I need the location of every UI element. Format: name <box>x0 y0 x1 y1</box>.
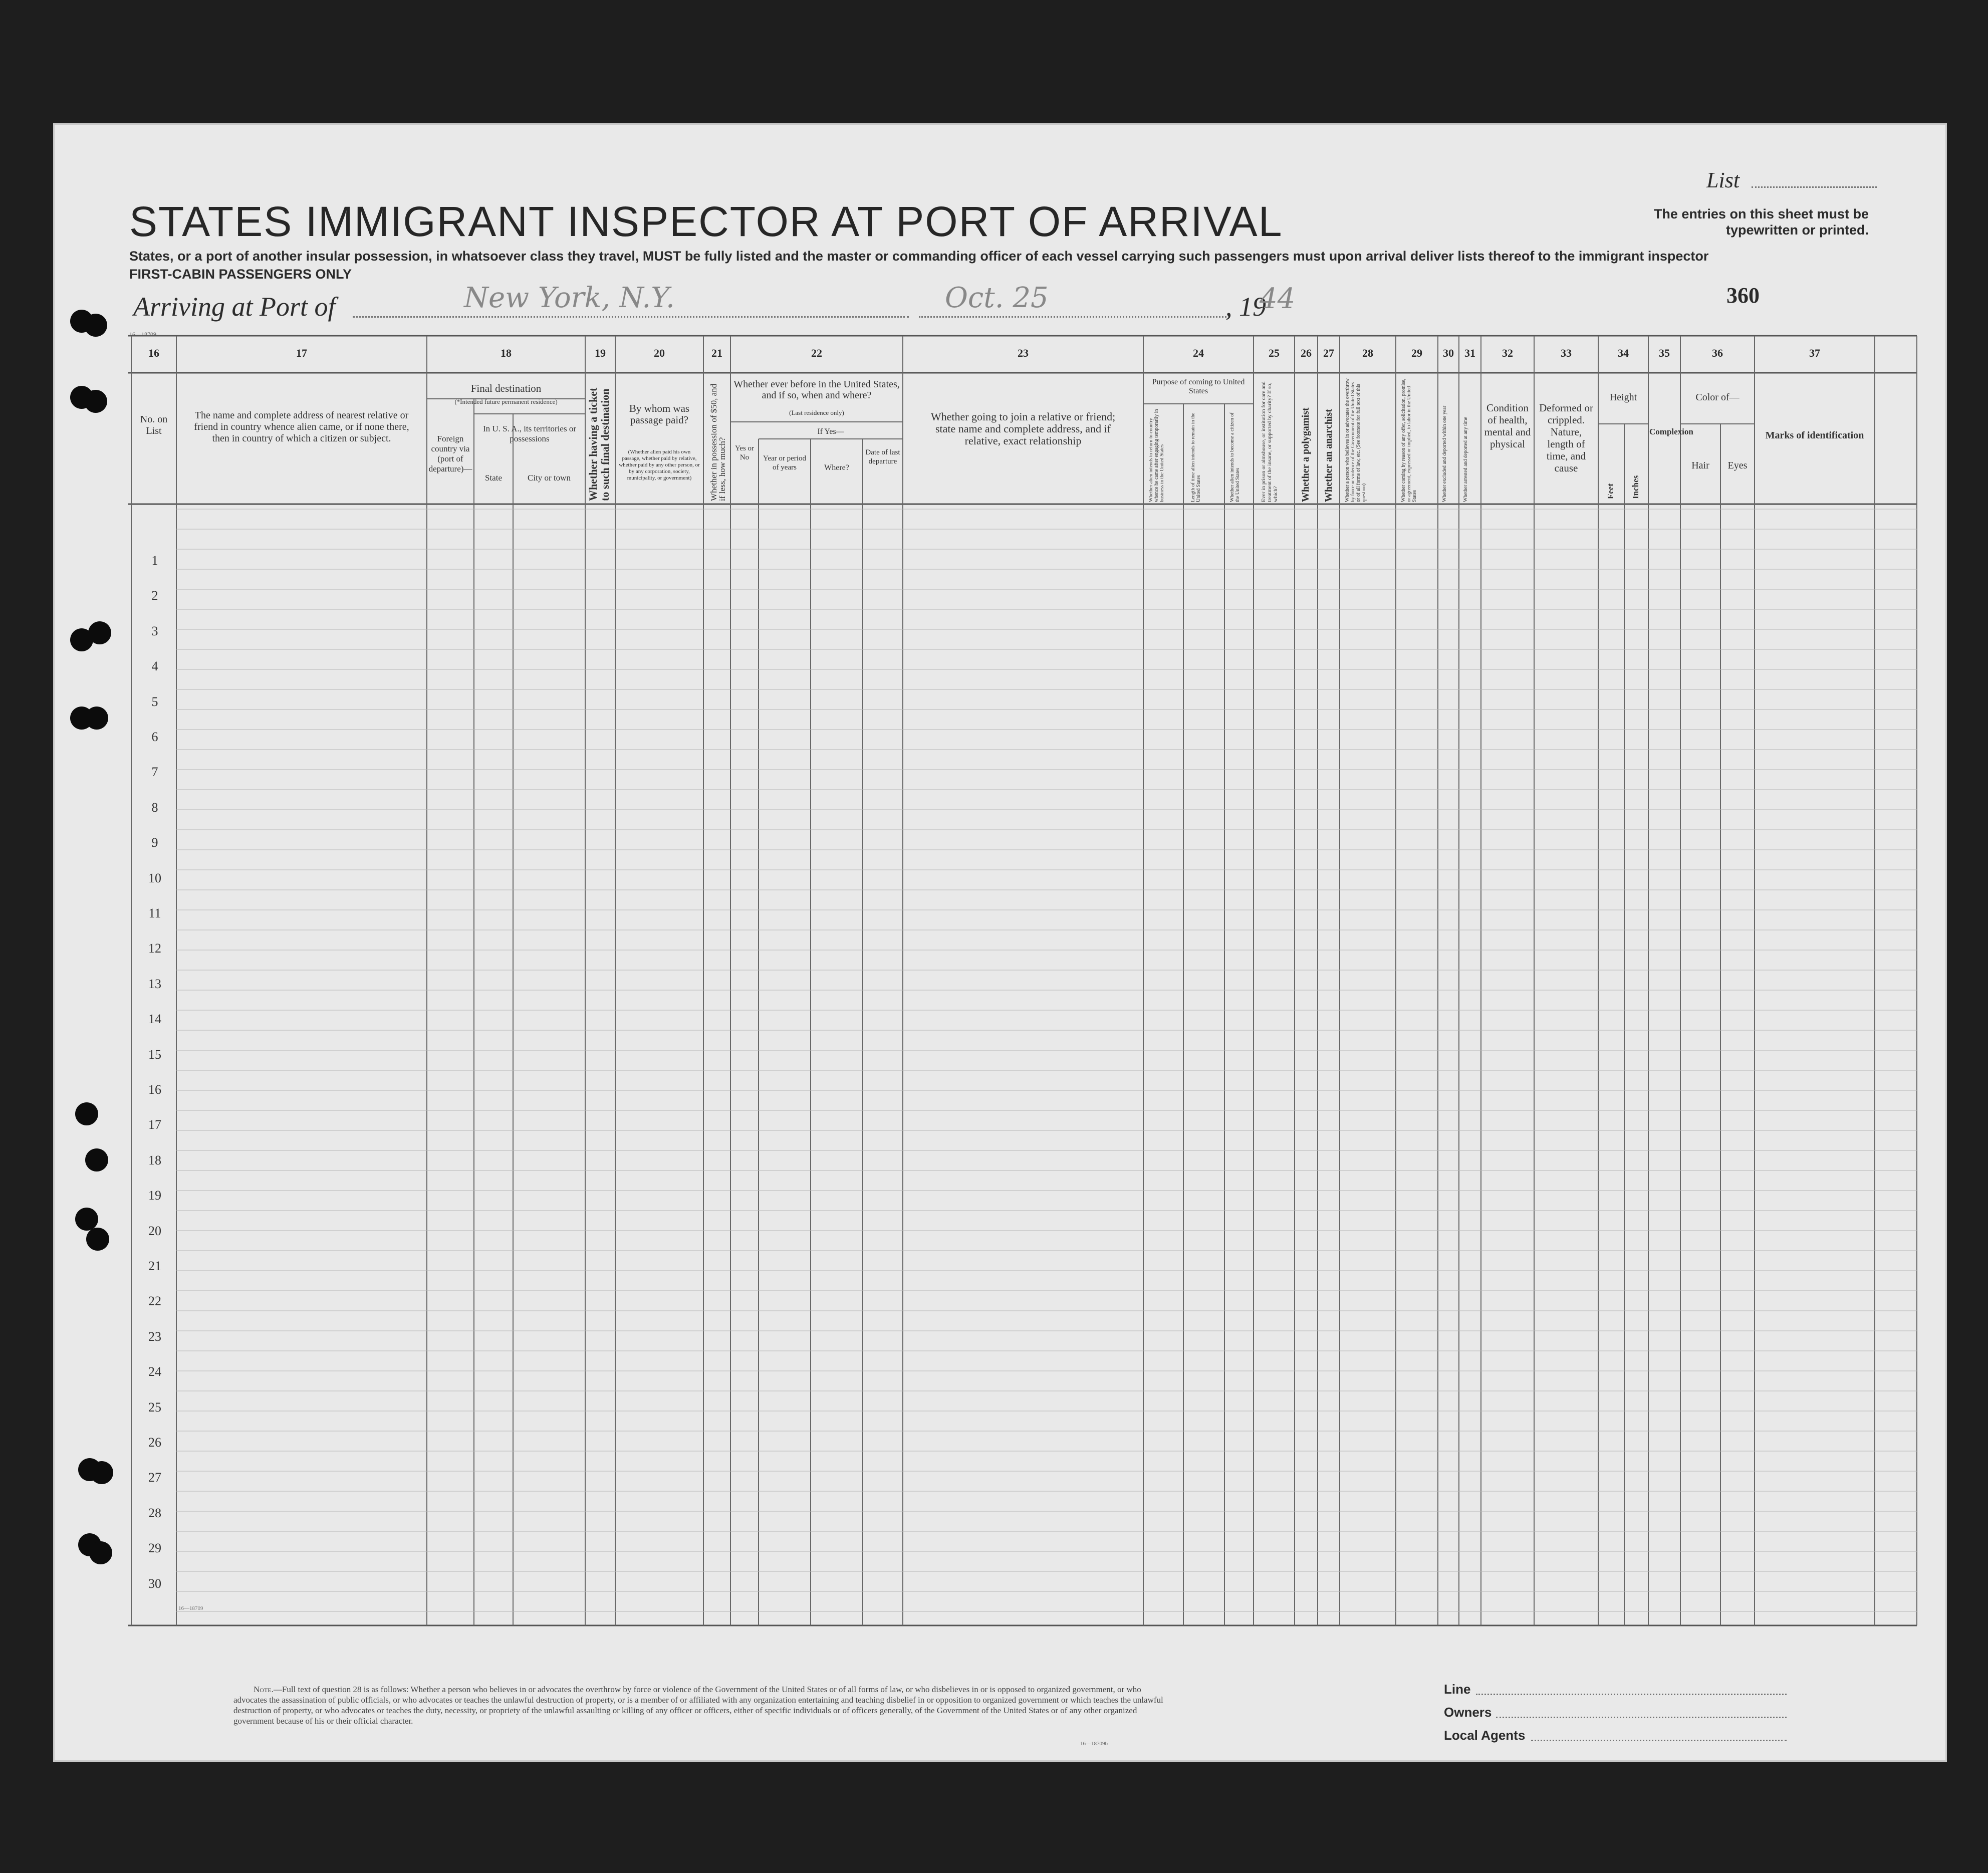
header-purpose-length: Length of time alien intends to remain in the United States <box>1190 412 1201 502</box>
header-final-destination: Final destination <box>470 382 542 394</box>
row-number: 1 <box>151 553 158 568</box>
col-num-19: 19 <box>595 347 606 359</box>
row-number: 28 <box>148 1505 161 1520</box>
col-num-20: 20 <box>654 347 665 359</box>
row-number: 20 <box>148 1223 161 1238</box>
binder-hole <box>84 390 107 413</box>
row-number: 30 <box>148 1576 161 1591</box>
header-purpose-return: Whether alien intends to return to country whence he came after engaging temporarily in business in the United States <box>1148 409 1165 502</box>
row-number: 26 <box>148 1435 161 1450</box>
header-feet: Feet <box>1606 483 1615 499</box>
header-passage-paid: By whom was passage paid? <box>629 402 690 426</box>
col-num-25: 25 <box>1269 347 1280 359</box>
header-in-usa: In U. S. A., its territories or possessions <box>482 424 577 443</box>
row-number: 24 <box>148 1364 161 1379</box>
row-number: 25 <box>148 1399 161 1415</box>
header-ever-before-us: Whether ever before in the United States, and if so, when and where? <box>733 379 900 401</box>
line-field <box>1476 1694 1787 1695</box>
table-grid <box>53 123 1947 1762</box>
header-hair: Hair <box>1691 460 1709 471</box>
row-number: 16 <box>148 1082 161 1097</box>
header-city-town: City or town <box>528 473 571 483</box>
row-number: 8 <box>151 800 158 815</box>
row-number: 9 <box>151 835 158 850</box>
header-if-yes: If Yes— <box>817 427 844 436</box>
col-num-28: 28 <box>1362 347 1373 359</box>
header-year-period: Year or period of years <box>763 454 806 472</box>
row-number: 2 <box>151 588 158 603</box>
binder-hole <box>84 314 107 337</box>
header-color-of: Color of— <box>1695 392 1740 403</box>
header-ticket: Whether having a ticket to such final destination <box>587 387 611 501</box>
col-num-35: 35 <box>1659 347 1670 359</box>
col-num-37: 37 <box>1809 347 1820 359</box>
row-number: 18 <box>148 1152 161 1167</box>
col-num-30: 30 <box>1443 347 1454 359</box>
line-label: Line <box>1444 1682 1471 1697</box>
row-number: 7 <box>151 765 158 780</box>
header-eyes: Eyes <box>1727 460 1748 471</box>
col-num-22: 22 <box>811 347 822 359</box>
header-no-on-list: No. on List <box>140 414 168 436</box>
form-code-margin: 16—18709 <box>178 1605 203 1611</box>
col-num-34: 34 <box>1618 347 1629 359</box>
col-num-18: 18 <box>501 347 512 359</box>
col-num-32: 32 <box>1502 347 1513 359</box>
manifest-sheet <box>53 123 1947 1762</box>
local-agents-label: Local Agents <box>1444 1728 1526 1743</box>
row-number: 23 <box>148 1329 161 1344</box>
header-prison: Ever in prison or almshouse, or institution for care and treatment of the insane, or supported by charity? If so, which? <box>1261 381 1279 502</box>
year-handwritten: 44 <box>1260 283 1296 315</box>
row-number: 3 <box>151 623 158 638</box>
header-final-destination-sub: (*Intended future permanent residence) <box>454 398 558 405</box>
binder-hole <box>86 1228 109 1251</box>
col-num-23: 23 <box>1018 347 1029 359</box>
port-handwritten: New York, N.Y. <box>464 282 675 314</box>
row-number: 22 <box>148 1294 161 1309</box>
binder-hole <box>75 1102 98 1125</box>
col-num-33: 33 <box>1561 347 1572 359</box>
col-num-24: 24 <box>1193 347 1204 359</box>
col-num-26: 26 <box>1301 347 1312 359</box>
row-number: 14 <box>148 1012 161 1027</box>
col-num-27: 27 <box>1323 347 1334 359</box>
row-number: 10 <box>148 870 161 885</box>
header-passage-paid-note: (Whether alien paid his own passage, whether paid by relative, whether paid by any other person, or by any corporation, society, municipality, or government) <box>619 449 700 481</box>
row-number: 29 <box>148 1541 161 1556</box>
col-num-36: 36 <box>1712 347 1723 359</box>
header-overthrow: Whether a person who believes in or advocates the overthrow by force or violence of the Government of the United States or of all forms of law, etc. (See footnote for full text of this question) <box>1345 378 1367 502</box>
header-inches: Inches <box>1631 475 1640 499</box>
row-number: 21 <box>148 1259 161 1273</box>
col-num-16: 16 <box>148 347 159 359</box>
arriving-label: Arriving at Port of <box>133 292 336 322</box>
row-number: 4 <box>151 659 158 674</box>
col-num-29: 29 <box>1411 347 1422 359</box>
row-number: 6 <box>151 730 158 744</box>
footnote <box>233 1684 1165 1726</box>
header-health: Condition of health, mental and physical <box>1484 402 1531 450</box>
header-last-departure: Date of last departure <box>865 448 900 465</box>
binder-hole <box>90 1461 113 1484</box>
date-handwritten: Oct. 25 <box>945 282 1049 314</box>
header-anarchist: Whether an anarchist <box>1323 409 1334 502</box>
binder-hole <box>88 621 111 644</box>
header-fifty-dollars: Whether in possession of $50, and if less, how much? <box>709 383 727 501</box>
header-where: Where? <box>824 463 849 472</box>
header-complexion: Complexion <box>1649 427 1693 436</box>
form-code-bottom: 16—18709b <box>1080 1741 1108 1747</box>
subtitle-instructions: States, or a port of another insular possession, in whatsoever class they travel, MUST be fully listed and the master or commanding officer of each vessel carrying such passengers must upon arrival deliver lists thereof to the immigrant inspector <box>129 249 1709 264</box>
binder-hole <box>85 1148 108 1172</box>
row-number: 17 <box>148 1117 161 1132</box>
header-foreign-country: Foreign country via (port of departure)— <box>428 434 472 474</box>
row-number: 15 <box>148 1047 161 1062</box>
subtitle-class: FIRST-CABIN PASSENGERS ONLY <box>129 267 352 282</box>
header-polygamist: Whether a polygamist <box>1300 407 1311 502</box>
header-arrested: Whether arrested and deported at any time <box>1463 417 1468 502</box>
year-prefix: , 19 <box>1225 292 1266 322</box>
row-number: 12 <box>148 941 161 956</box>
owners-label: Owners <box>1444 1705 1492 1720</box>
row-number: 5 <box>151 694 158 709</box>
binder-hole <box>75 1208 98 1231</box>
footnote-label: Note.— <box>254 1685 282 1694</box>
form-code: 16—18709 <box>129 331 156 338</box>
header-labor-offer: Whether coming by reason of any offer, solicitation, promise, or agreement, expressed or implied, to labor in the United States <box>1401 378 1417 502</box>
header-deformed: Deformed or crippled. Nature, length of time, and cause <box>1539 402 1593 474</box>
binder-hole <box>85 707 108 730</box>
list-label: List <box>1706 168 1740 192</box>
header-nearest-relative: The name and complete address of nearest relative or friend in country whence alien came, or if none there, then in country of which a citizen or subject. <box>194 410 409 444</box>
row-number: 27 <box>148 1470 161 1485</box>
header-excluded: Whether excluded and deported within one year <box>1442 405 1447 502</box>
header-last-residence: (Last residence only) <box>789 409 844 416</box>
local-agents-field <box>1531 1740 1787 1741</box>
page-title: STATES IMMIGRANT INSPECTOR AT PORT OF ARRIVAL <box>129 198 1283 245</box>
header-purpose-citizen: Whether alien intends to become a citizen of the United States <box>1229 412 1240 502</box>
header-marks-identification: Marks of identification <box>1765 430 1864 441</box>
row-number: 19 <box>148 1188 161 1203</box>
header-purpose: Purpose of coming to United States <box>1152 378 1245 395</box>
row-number: 13 <box>148 976 161 991</box>
header-yes-no: Yes or No <box>734 444 755 461</box>
col-num-21: 21 <box>711 347 722 359</box>
owners-field <box>1496 1717 1787 1718</box>
col-num-17: 17 <box>296 347 307 359</box>
row-number: 11 <box>148 906 161 920</box>
header-height: Height <box>1609 392 1637 403</box>
header-join-relative: Whether going to join a relative or friend; state name and complete address, and if relative, exact relationship <box>930 410 1116 447</box>
typewritten-note: The entries on this sheet must be typewritten or printed. <box>1653 206 1869 238</box>
footnote-text: Full text of question 28 is as follows: Whether a person who believes in or advocates the overthrow by force or violence of the Government of the United States or of all forms of law, or who disbelieves in or is opposed to organized government, or who advocates the assassination of public officials, or who advocates or teaches the unlawful destruction of property, or is a member of or affiliated with any organization entertaining and teaching disbelief in or opposition to organized government or which teaches the unlawful destruction of property, or who advocates or teaches the duty, necessity, or propriety of the unlawful assaulting or killing of any officer or officers, either of specific individuals or of officers generally, of the Government of the United States or of any other organized government because of his or their official character. <box>233 1685 1163 1726</box>
binder-hole <box>89 1541 112 1564</box>
header-state: State <box>485 473 502 483</box>
sheet-number: 360 <box>1726 283 1760 308</box>
col-num-31: 31 <box>1464 347 1475 359</box>
